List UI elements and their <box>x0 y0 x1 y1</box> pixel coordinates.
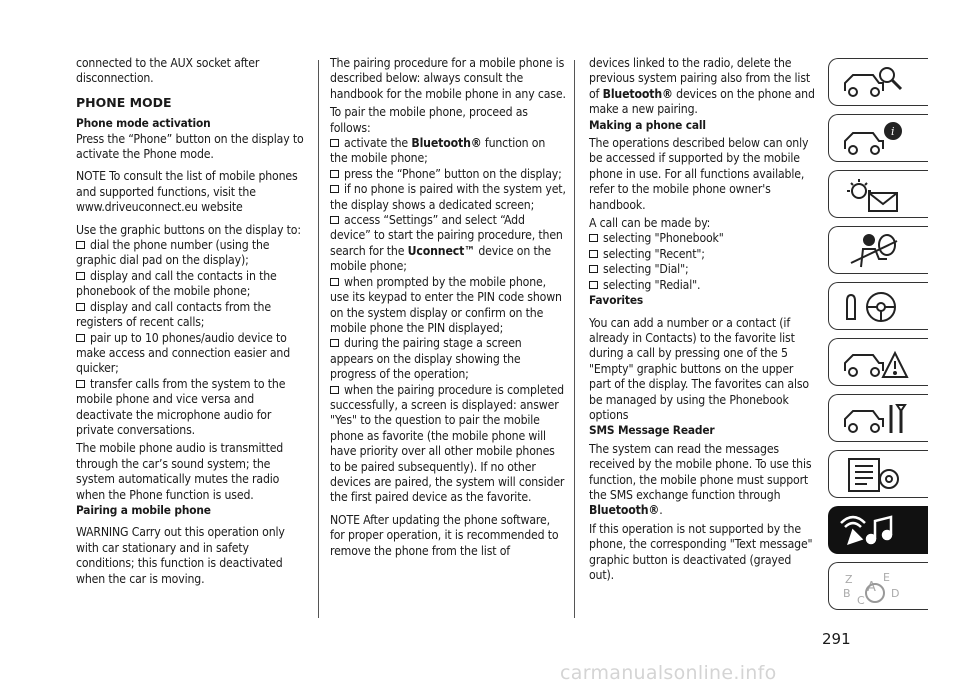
subheading-making-call: Making a phone call <box>589 117 706 132</box>
warning: WARNING Carry out this operation only with car stationary and in safety conditions; this function is deactivated when the car is moving. <box>76 525 285 586</box>
chapter-tab-dashboard[interactable] <box>828 114 928 162</box>
bullet-item: when the pairing procedure is completed successfully, a screen is displayed: answer "Yes" to the question to pair the mobile phone as favorite (the mobile phone will have priority over all other mobile phones to be paired subsequently). If no other devices are paired, the system will consider the first paired device as the favorite. <box>330 382 565 505</box>
technical-data-icon <box>839 457 909 493</box>
paragraph: connected to the AUX socket after disconnection. <box>76 56 260 86</box>
chapter-tab-servicing[interactable] <box>828 394 928 442</box>
bullet-box-icon <box>589 250 598 258</box>
column-1 <box>76 56 304 587</box>
bullet-item: if no phone is paired with the system yet, the display shows a dedicated screen; <box>330 182 566 212</box>
column-3 <box>589 56 815 583</box>
bullet-item: transfer calls from the system to the mobile phone and vice versa and deactivate the microphone audio for private conversations. <box>76 376 286 437</box>
svg-text:B: B <box>843 587 851 600</box>
paragraph: The system can read the messages received by the mobile phone. To use this function, the mobile phone must support the SMS exchange function through Bluetooth®. <box>589 441 812 518</box>
chapter-tab-multimedia[interactable] <box>828 506 928 554</box>
watermark: carmanualsonline.info <box>560 662 777 684</box>
bullet-item: during the pairing stage a screen appears on the display showing the progress of the operation; <box>330 336 522 382</box>
bullet-item: selecting "Dial"; <box>589 262 815 277</box>
paragraph: Use the graphic buttons on the display to: <box>76 222 301 237</box>
bullet-box-icon <box>330 386 339 394</box>
steering-wheel-controls-icon <box>839 289 909 325</box>
subheading-phone-mode-activation: Phone mode activation <box>76 116 211 131</box>
car-magnifier-icon <box>839 65 909 101</box>
column-divider <box>318 60 319 618</box>
bullet-item: dial the phone number (using the graphic dial pad on the display); <box>76 238 270 268</box>
paragraph: Press the “Phone” button on the display to activate the Phone mode. <box>76 131 304 162</box>
bullet-item: display and call contacts from the registers of recent calls; <box>76 299 271 330</box>
chapter-tab-emergency[interactable] <box>828 338 928 386</box>
bullet-box-icon <box>330 278 339 286</box>
column-divider <box>574 60 575 618</box>
bullet-box-icon <box>330 170 339 178</box>
bullet-box-icon <box>330 185 339 193</box>
chapter-tab-knowing-vehicle[interactable] <box>828 58 928 106</box>
bullet-item: activate the Bluetooth® function on the mobile phone; <box>330 136 546 166</box>
svg-text:C: C <box>857 594 865 605</box>
car-info-icon <box>839 121 909 157</box>
bullet-item: display and call the contacts in the phonebook of the mobile phone; <box>76 268 277 299</box>
chapter-tab-warning-lights[interactable] <box>828 170 928 218</box>
bullet-item: access “Settings” and select “Add device” to start the pairing procedure, then search for the Uconnect™ device on the mobile phone; <box>330 213 563 274</box>
car-tools-icon <box>839 401 909 437</box>
column-2 <box>330 56 566 559</box>
car-crash-warning-icon <box>839 345 909 381</box>
paragraph: A call can be made by: <box>589 216 711 231</box>
bullet-box-icon <box>589 234 598 242</box>
note: NOTE To consult the list of mobile phones and supported functions, visit the www.driveuconnect.eu website <box>76 169 298 215</box>
bullet-item: selecting "Phonebook" <box>589 231 815 246</box>
note: NOTE After updating the phone software, for proper operation, it is recommended to remove the phone from the list of <box>330 512 559 558</box>
subheading-pairing: Pairing a mobile phone <box>76 502 211 517</box>
bullet-box-icon <box>330 339 339 347</box>
svg-text:E: E <box>883 571 890 584</box>
bullet-box-icon <box>330 139 339 147</box>
bullet-item: selecting "Recent"; <box>589 247 815 262</box>
paragraph: devices linked to the radio, delete the previous system pairing also from the list of Bluetooth® devices on the phone and make a new pairing. <box>589 56 815 117</box>
section-heading-phone-mode: PHONE MODE <box>76 94 172 110</box>
airbag-passenger-icon <box>839 233 909 269</box>
bullet-box-icon <box>76 241 85 249</box>
alphabetical-index-icon <box>839 569 909 605</box>
bullet-item: when prompted by the mobile phone, use its keypad to enter the PIN code shown on the system display or confirm on the mobile phone the PIN displayed; <box>330 274 562 335</box>
bullet-box-icon <box>76 334 85 342</box>
paragraph: To pair the mobile phone, proceed as follows: <box>330 105 528 135</box>
svg-text:D: D <box>891 587 900 600</box>
paragraph: The mobile phone audio is transmitted through the car’s sound system; the system automatically mutes the radio when the Phone function is used. <box>76 441 284 502</box>
svg-text:Z: Z <box>845 573 853 586</box>
bullet-item: press the “Phone” button on the display; <box>330 167 566 182</box>
page-number: 291 <box>822 630 851 648</box>
chapter-tab-technical-data[interactable] <box>828 450 928 498</box>
paragraph: You can add a number or a contact (if already in Contacts) to the favorite list during a call by pressing one of the 5 "Empty" graphic buttons on the upper part of the display. The favorites can also be managed by using the Phonebook options <box>589 315 809 422</box>
svg-text:i: i <box>891 125 895 138</box>
subheading-favorites: Favorites <box>589 293 644 308</box>
paragraph: The operations described below can only be accessed if supported by the mobile phone in use. For all functions available, refer to the mobile phone owner's handbook. <box>589 136 809 212</box>
bullet-box-icon <box>589 265 598 273</box>
bullet-box-icon <box>76 380 85 388</box>
bullet-box-icon <box>589 281 598 289</box>
bullet-box-icon <box>76 303 85 311</box>
svg-text:A: A <box>867 580 876 595</box>
bullet-box-icon <box>330 216 339 224</box>
bullet-item: pair up to 10 phones/audio device to make access and connection easier and quicker; <box>76 330 291 376</box>
chapter-tab-starting-driving[interactable] <box>828 282 928 330</box>
paragraph: The pairing procedure for a mobile phone is described below: always consult the handbook for the mobile phone in any case. <box>330 56 566 101</box>
paragraph: If this operation is not supported by the phone, the corresponding "Text message" graphic button is deactivated (grayed out). <box>589 521 813 582</box>
warning-light-envelope-icon <box>839 177 909 213</box>
multimedia-icon <box>839 513 909 549</box>
chapter-tab-safety[interactable] <box>828 226 928 274</box>
bullet-item: selecting "Redial". <box>589 278 815 293</box>
subheading-sms-reader: SMS Message Reader <box>589 423 715 438</box>
bullet-box-icon <box>76 272 85 280</box>
chapter-tab-index[interactable] <box>828 562 928 610</box>
